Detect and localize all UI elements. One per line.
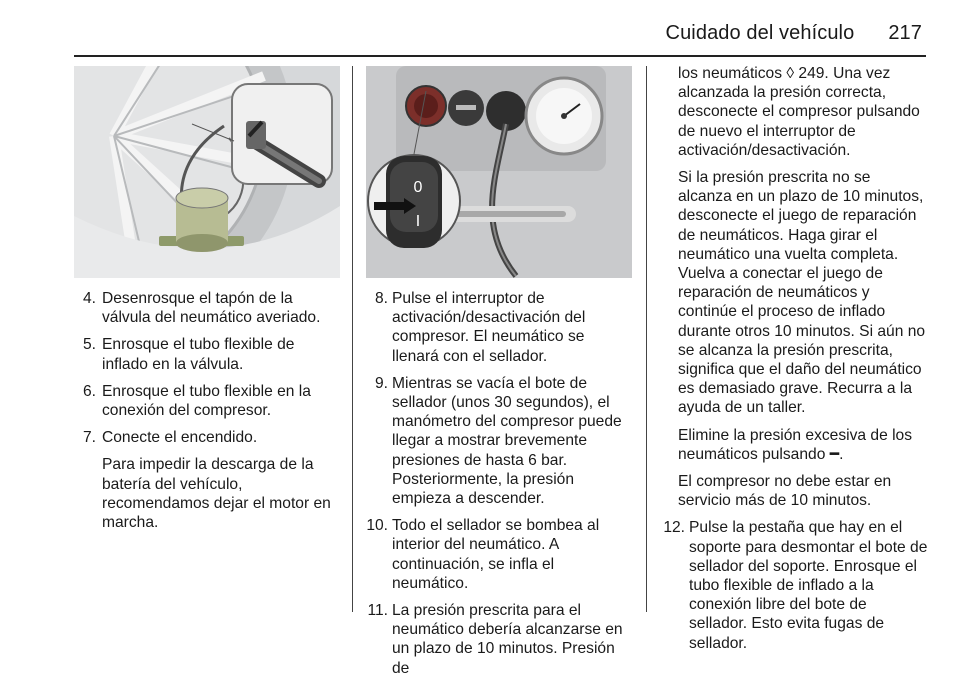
list-number: 10. (366, 517, 388, 535)
column-2 (357, 289, 633, 686)
list-number: 6. (82, 382, 96, 400)
list-number: 7. (82, 429, 96, 447)
excess-text-a: Elimine la presión excesiva de los neumáticos pulsando (678, 426, 913, 463)
list-item-5 (74, 335, 340, 373)
list-text: Mientras se vacía el bote de sellador (unos 30 segundos), el manómetro del compresor puede llegar a mostrar brevemente presiones de hasta 6 bar. Posteriormente, la presión empieza a descender. (392, 374, 622, 508)
page-header (666, 22, 922, 45)
continuation-text-b: 249. Una vez alcanzada la presión correcta, desconecte el compresor pulsando de nuevo el interruptor de activación/desactivación. (678, 65, 920, 159)
list-number: 9. (374, 374, 388, 392)
column-1 (74, 289, 340, 540)
list-item-10 (357, 516, 633, 593)
list-item-7 (74, 428, 340, 447)
excess-text-b: . (839, 445, 844, 463)
list-number: 4. (82, 290, 96, 307)
header-title: Cuidado del vehículo (665, 22, 855, 44)
list-item-9 (357, 374, 633, 508)
list-item-12 (654, 518, 928, 652)
continuation-paragraph (654, 64, 928, 160)
list-text: Conecte el encendido. (102, 429, 258, 447)
list-item-11 (357, 601, 633, 678)
figure-compressor-wheel (74, 66, 340, 278)
continuation-text-a: los neumáticos (678, 65, 787, 82)
list-item-4 (74, 289, 340, 327)
column-divider-2 (646, 66, 647, 612)
list-text: Enrosque el tubo flexible de inflado en la válvula. (102, 336, 295, 373)
excess-pressure-paragraph (654, 426, 928, 464)
list-text: La presión prescrita para el neumático debería alcanzarse en un plazo de 10 minutos. Presión de (392, 602, 623, 677)
page-number: 217 (888, 22, 922, 44)
minus-button-icon: ━ (829, 445, 840, 463)
list-text: Desenrosque el tapón de la válvula del neumático averiado. (102, 290, 321, 327)
column-divider-1 (352, 66, 353, 612)
pressure-paragraph: Si la presión prescrita no se alcanza en un plazo de 10 minutos, desconecte el juego de reparación de neumáticos. Haga girar el neumático una vuelta completa. Vuelva a conectar el juego de reparación de neumáticos y continúe el proceso de inflado durante otros 10 minutos. Si aún no se alcanza la presión prescrita, significa que el daño del neumático es demasiado grave. Recurra a la ayuda de un taller. (678, 169, 926, 417)
list-number: 8. (374, 290, 388, 307)
list-text: Pulse el interruptor de activación/desactivación del compresor. El neumático se llenará con el sellador. (392, 290, 586, 365)
switch-label-one: I (415, 213, 421, 230)
column-3 (654, 64, 928, 661)
figure-compressor-switch (366, 66, 632, 278)
switch-label-zero: 0 (413, 179, 423, 196)
list-number: 11. (367, 602, 388, 620)
list-text: Pulse la pestaña que hay en el soporte para desmontar el bote de sellador del soporte. Enrosque el tubo flexible de inflado a la conexión libre del bote de sellador. Esto evita fugas de sellador. (689, 519, 928, 652)
header-rule (74, 55, 926, 57)
list-text: Enrosque el tubo flexible en la conexión del compresor. (102, 382, 311, 420)
list-item-6 (74, 382, 340, 420)
list-number: 12. (663, 519, 685, 537)
list-text: Todo el sellador se bombea al interior del neumático. A continuación, se infla el neumático. (392, 517, 600, 592)
page-reference-icon[interactable]: ◊ (786, 65, 795, 82)
note-paragraph: Para impedir la descarga de la batería del vehículo, recomendamos dejar el motor en marcha. (102, 456, 331, 532)
duration-paragraph: El compresor no debe estar en servicio más de 10 minutos. (678, 473, 892, 510)
list-number: 5. (82, 336, 96, 354)
list-item-8 (357, 289, 633, 366)
